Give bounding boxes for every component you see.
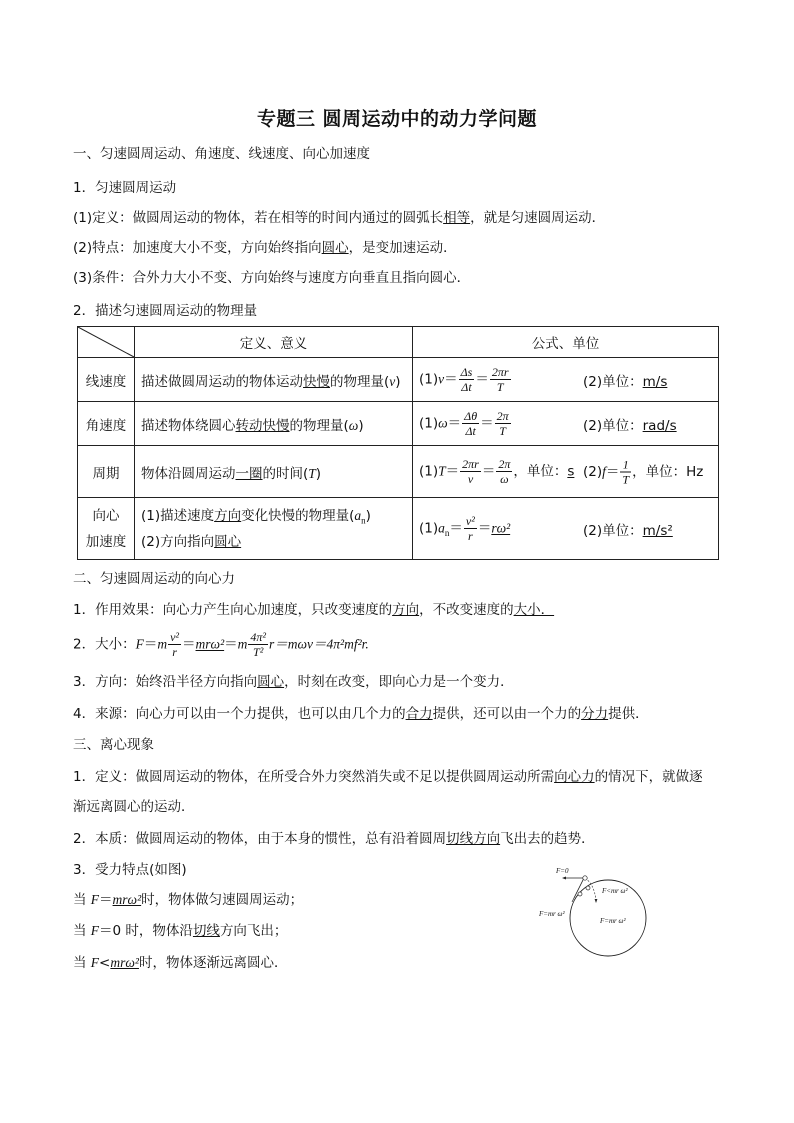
fraction: $\frac{2\pi}{\omega}$	[498, 457, 511, 486]
case-less: 当 F<mrω²时，物体逐渐远离圆心．	[73, 955, 288, 971]
feature-key: 圆心	[321, 240, 349, 256]
table-corner-cell	[78, 327, 135, 358]
row-formula: (1)ω＝ $\frac{\Delta\theta}{\Delta t}$ ＝ $\frac{2\pi}{T}$ (2)单位：rad/s	[413, 402, 719, 446]
row-definition: 描述做圆周运动的物体运动快慢的物理量(v)	[135, 358, 413, 402]
centrifugal-definition: 1．定义：做圆周运动的物体，在所受合外力突然消失或不足以提供圆周运动所需向心力的情况下，就做逐	[73, 769, 703, 785]
quantities-table	[77, 326, 719, 560]
item-uniform-circular-motion: 1．匀速圆周运动	[73, 180, 177, 196]
fraction: $\frac{2\pi}{T}$	[496, 409, 509, 438]
fraction: $\frac{\text{v²}}{r}$	[465, 514, 475, 543]
condition-line: (3)条件：合外力大小不变、方向始终与速度方向垂直且指向圆心．	[73, 270, 471, 286]
unit: Hz	[686, 463, 704, 480]
row-name: 角速度	[78, 402, 135, 446]
fraction: $\frac{2\pi r}{v}$	[462, 457, 479, 486]
item-quantities: 2．描述匀速圆周运动的物理量	[73, 303, 258, 319]
source-line: 4．来源：向心力可以由一个力提供，也可以由几个力的合力提供，还可以由一个力的分力提供．	[73, 706, 649, 722]
table-header-row	[78, 327, 719, 358]
essence-line: 2．本质：做圆周运动的物体，由于本身的惯性，总有沿着圆周切线方向飞出去的趋势．	[73, 831, 595, 847]
diagonal-line	[78, 327, 134, 357]
row-formula: $(1)a_n=$ $\frac{\text{v²}}{r}$ ＝rω² (2)单位：m/s²	[413, 498, 719, 560]
feature-end: ，是变加速运动．	[348, 240, 457, 256]
row-formula: (1)v＝ $\frac{\Delta s}{\Delta t}$ ＝ $\frac{2\pi r}{T}$ (2)单位：m/s	[413, 358, 719, 402]
direction-line: 3．方向：始终沿半径方向指向圆心，时刻在改变，即向心力是一个变力．	[73, 674, 514, 690]
table-row-linear-velocity	[78, 358, 719, 402]
definition-key: 相等	[443, 210, 471, 226]
header-formula: 公式、单位	[413, 327, 719, 358]
case-equal: 当 F＝mrω²时，物体做匀速圆周运动；	[73, 892, 304, 908]
fraction: $\frac{\text{4π²}}{\text{T²}}$	[250, 630, 266, 659]
magnitude-formula: 2．大小：F＝m $\frac{\text{v²}}{r}$ ＝mrω²＝m $\frac{\text{4π²}}{\text{T²}}$ r＝mωv＝4π²mf²r.	[73, 630, 369, 659]
feature-line	[73, 238, 457, 258]
unit: s	[567, 463, 575, 480]
fraction: $\frac{2\pi r}{T}$	[491, 365, 509, 394]
label-f-equal-right: F=mr ω²	[600, 917, 626, 925]
unit: m/s	[642, 373, 668, 390]
section-2-heading: 二、匀速圆周运动的向心力	[73, 571, 235, 587]
row-name: 线速度	[78, 358, 135, 402]
row-definition: (1)描述速度方向变化快慢的物理量$(a_n)$ (2)方向指向圆心	[135, 498, 413, 560]
label-f-equal-left: F=mr ω²	[539, 910, 565, 918]
row-definition: 物体沿圆周运动一圈的时间(T)	[135, 446, 413, 498]
unit: rad/s	[642, 417, 677, 434]
centrifugal-definition-cont: 渐远离圆心的运动．	[73, 799, 195, 815]
section-1-heading: 一、匀速圆周运动、角速度、线速度、向心加速度	[73, 146, 370, 162]
row-name: 向心 加速度	[78, 498, 135, 560]
table-row-period	[78, 446, 719, 498]
effect-line: 1．作用效果：向心力产生向心加速度，只改变速度的方向，不改变速度的大小．	[73, 602, 555, 618]
definition-end: ，就是匀速圆周运动．	[470, 210, 606, 226]
definition-text: (1)定义：做圆周运动的物体，若在相等的时间内通过的圆弧长	[73, 210, 444, 226]
fraction: $\frac{\Delta\theta}{\Delta t}$	[464, 409, 478, 438]
label-f-zero: F=0	[556, 867, 569, 875]
page-title: 专题三 圆周运动中的动力学问题	[256, 108, 538, 130]
fraction: $\frac{\text{v²}}{r}$	[170, 630, 180, 659]
feature-text: (2)特点：加速度大小不变，方向始终指向	[73, 240, 322, 256]
definition-line	[73, 208, 605, 228]
table-row-angular-velocity	[78, 402, 719, 446]
section-3-heading: 三、离心现象	[73, 737, 154, 753]
table-row-centripetal-acceleration	[78, 498, 719, 560]
row-formula: (1)T＝ $\frac{2\pi r}{v}$ ＝ $\frac{2\pi}{\omega}$ ，单位：s (2)f＝ $\frac{1}{T}$ ，单位：Hz	[413, 446, 719, 498]
force-features-title: 3．受力特点(如图)	[73, 862, 187, 878]
fraction: $\frac{\Delta s}{\Delta t}$	[460, 365, 473, 394]
case-zero: 当 F＝0 时，物体沿切线方向飞出；	[73, 923, 288, 939]
header-definition: 定义、意义	[135, 327, 413, 358]
label-f-less: F<mr ω²	[602, 887, 628, 895]
fraction: $\frac{1}{T}$	[622, 457, 630, 486]
row-definition: 描述物体绕圆心转动快慢的物理量(ω)	[135, 402, 413, 446]
object-dot	[583, 876, 587, 880]
centrifugal-diagram	[536, 860, 656, 960]
row-name: 周期	[78, 446, 135, 498]
unit: m/s²	[642, 522, 673, 539]
